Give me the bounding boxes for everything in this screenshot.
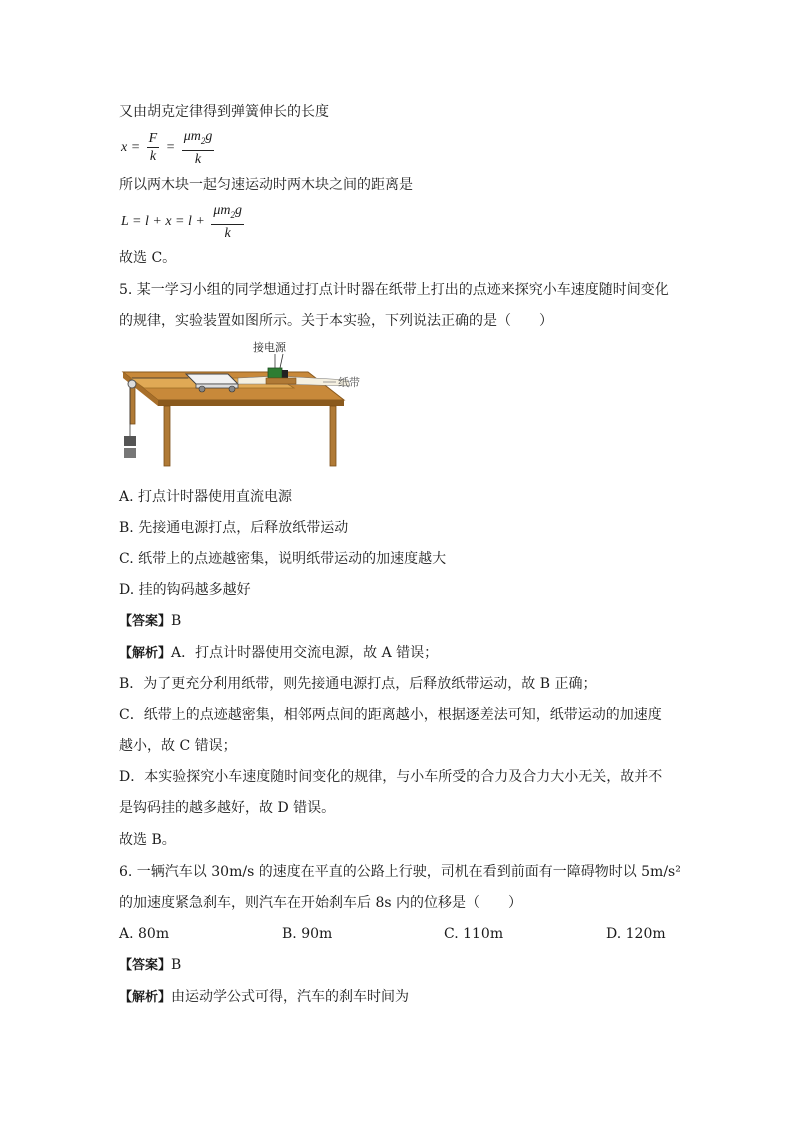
answer-value: B bbox=[171, 957, 182, 973]
answer-choice-line: 故选 C。 bbox=[119, 250, 177, 266]
explanation-5-d1: D．本实验探究小车速度随时间变化的规律，与小车所受的合力及合力大小无关，故并不 bbox=[119, 769, 663, 785]
explanation-text: A．打点计时器使用交流电源，故 A 错误； bbox=[171, 645, 439, 661]
answer-value: B bbox=[171, 613, 182, 629]
hook-weight bbox=[124, 448, 136, 458]
table-leg bbox=[164, 406, 170, 466]
table-edge bbox=[158, 400, 344, 406]
explanation-5-c2: 越小，故 C 错误； bbox=[119, 738, 237, 754]
question-6-stem: 6. 一辆汽车以 30m/s 的速度在平直的公路上行驶，司机在看到前面有一障碍物时以 5m/s² bbox=[119, 864, 681, 880]
explanation-5-c1: C．纸带上的点迹越密集，相邻两点间的距离越小，根据逐差法可知，纸带运动的加速度 bbox=[119, 707, 662, 723]
answer-tag: 【答案】 bbox=[119, 614, 172, 629]
label-power: 接电源 bbox=[253, 341, 286, 354]
formula-extension: x = $\frac{F}{k}$ = $\frac{\mu m_2g}{k}$ bbox=[121, 129, 213, 167]
explanation-5-b: B．为了更充分利用纸带，则先接通电源打点，后释放纸带运动，故 B 正确； bbox=[119, 676, 597, 692]
selection-5: 故选 B。 bbox=[119, 832, 176, 848]
formula-distance: L = l + x = l + $\frac{\mu m_2g}{k}$ bbox=[121, 203, 242, 241]
question-5-stem-cont: 的规律，实验装置如图所示。关于本实验，下列说法正确的是（ ） bbox=[119, 313, 553, 329]
hook-weight bbox=[124, 436, 136, 446]
answer-tag: 【答案】 bbox=[119, 958, 172, 973]
option-c: C. 纸带上的点迹越密集，说明纸带运动的加速度越大 bbox=[119, 551, 447, 567]
explanation-tag: 【解析】 bbox=[119, 990, 172, 1005]
option-a: A. 打点计时器使用直流电源 bbox=[119, 489, 293, 505]
timer-icon bbox=[268, 368, 282, 378]
label-tape: 纸带 bbox=[338, 376, 360, 389]
experiment-apparatus-figure bbox=[118, 338, 368, 468]
cart bbox=[186, 374, 238, 384]
explanation-tag: 【解析】 bbox=[119, 646, 172, 661]
option-b: B. 先接通电源打点，后释放纸带运动 bbox=[119, 520, 349, 536]
option-d: D. 挂的钩码越多越好 bbox=[119, 582, 251, 598]
explanation-5-a bbox=[119, 643, 438, 664]
pulley-icon bbox=[128, 380, 136, 388]
question-5-stem: 5. 某一学习小组的同学想通过打点计时器在纸带上打出的点迹来探究小车速度随时间变化 bbox=[119, 282, 669, 298]
q6-option-b: B. 90m bbox=[282, 926, 333, 942]
text-line: 又由胡克定律得到弹簧伸长的长度 bbox=[119, 104, 329, 120]
explanation-5-d2: 是钩码挂的越多越好，故 D 错误。 bbox=[119, 800, 336, 816]
q6-option-a: A. 80m bbox=[119, 926, 170, 942]
q6-option-c: C. 110m bbox=[444, 926, 504, 942]
table-leg bbox=[330, 406, 336, 466]
question-6-stem-cont: 的加速度紧急刹车，则汽车在开始刹车后 8s 内的位移是（ ） bbox=[119, 895, 522, 911]
answer-6 bbox=[119, 955, 181, 976]
explanation-6-a bbox=[119, 987, 409, 1008]
answer-5 bbox=[119, 611, 181, 632]
explanation-text: 由运动学公式可得，汽车的刹车时间为 bbox=[171, 989, 410, 1005]
text-line: 所以两木块一起匀速运动时两木块之间的距离是 bbox=[119, 177, 413, 193]
q6-option-d: D. 120m bbox=[606, 926, 666, 942]
